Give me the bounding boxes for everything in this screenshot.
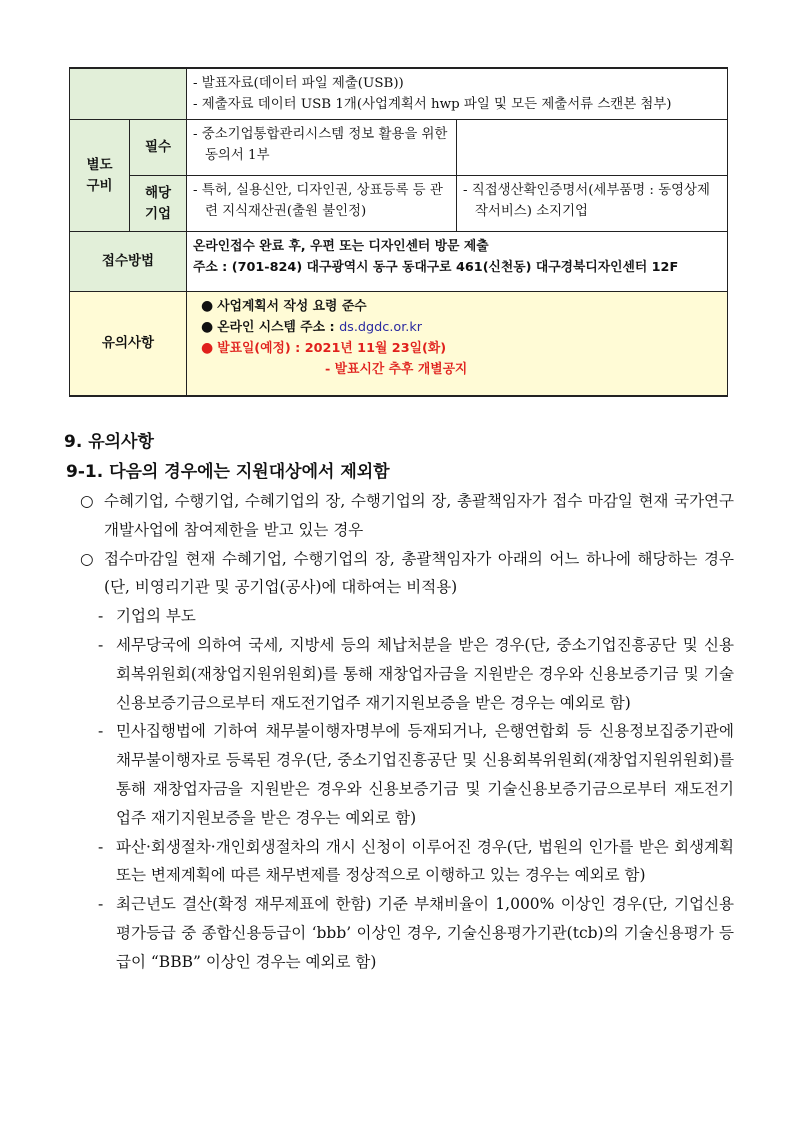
dash-bullet: - xyxy=(98,837,104,856)
list-item: - 민사집행법에 기하여 채무불이행자명부에 등재되거나, 은행연합회 등 신용정보집중기관에 채무불이행자로 등록된 경우(단, 중소기업진흥공단 및 신용회복위원회(재창업지원위원회)를 통해 재창업자금을 지원받은 경우와 신용보증기금 및 기술신용보증기금으로부터 재도전기업주 재기지원보증을 받은 경우는 예외로 함) xyxy=(64,717,734,832)
list-item: - 최근년도 결산(확정 재무제표에 한함) 기준 부채비율이 1,000% 이상인 경우(단, 기업신용평가등급 중 종합신용등급이 ‘bbb’ 이상인 경우, 기술신용평가기관(tcb)의 기술신용평가 등급이 “BBB” 이상인 경우는 예외로 함) xyxy=(64,890,734,976)
circle-bullet-icon: ○ xyxy=(80,549,94,568)
bullet-icon: ● xyxy=(201,298,214,314)
list-item: - 발표시간 추후 개별공지 xyxy=(325,362,468,377)
list-item: ● 발표일(예정) : 2021년 11월 23일(화) xyxy=(201,340,447,356)
list-item: ● 사업계획서 작성 요령 준수 xyxy=(201,298,367,314)
required-text: - 중소기업통합관리시스템 정보 활용을 위한 동의서 1부 xyxy=(187,120,457,176)
applicable-label: 해당 기업 xyxy=(130,176,187,232)
submission-materials-cell xyxy=(187,68,728,120)
bullet-icon: ● xyxy=(201,340,214,356)
applicable-right-text: - 직접생산확인증명서(세부품명 : 동영상제작서비스) 소지기업 xyxy=(457,176,728,232)
table-row xyxy=(70,120,728,176)
dash-bullet: - xyxy=(98,895,104,914)
table-row xyxy=(70,176,728,232)
applicable-left-text: - 특허, 실용신안, 디자인권, 상표등록 등 관련 지식재산권(출원 불인정) xyxy=(187,176,457,232)
circle-bullet-icon: ○ xyxy=(80,492,94,510)
list-item: ● 온라인 시스템 주소 : ds.dgdc.or.kr xyxy=(201,319,423,335)
system-url-link[interactable]: ds.dgdc.or.kr xyxy=(339,320,423,335)
list-item: - 세무당국에 의하여 국세, 지방세 등의 체납처분을 받은 경우(단, 중소기업진흥공단 및 신용회복위원회(재창업지원위원회)를 통해 재창업자금을 지원받은 경우와 신용보증기금 및 기술신용보증기금으로부터 재도전기업주 재기지원보증을 받은 경우는 예외로 함) xyxy=(64,631,734,717)
list-item: - 제출자료 데이터 USB 1개(사업계획서 hwp 파일 및 모든 제출서류 스캔본 첨부) xyxy=(193,97,672,112)
dash-bullet: - xyxy=(98,722,104,741)
list-item: - 발표자료(데이터 파일 제출(USB)) xyxy=(193,76,404,91)
dash-bullet: - xyxy=(98,607,104,626)
row-label-empty xyxy=(70,68,187,120)
notes-text xyxy=(187,292,728,396)
separate-docs-label: 별도 구비 xyxy=(70,120,130,232)
submission-method-label: 접수방법 xyxy=(70,232,187,292)
list-item: ○ 수혜기업, 수행기업, 수혜기업의 장, 수행기업의 장, 총괄책임자가 접수 마감일 현재 국가연구개발사업에 참여제한을 받고 있는 경우 xyxy=(64,487,734,545)
table-row xyxy=(70,292,728,396)
table-row xyxy=(70,232,728,292)
table-row xyxy=(70,68,728,120)
list-item: - 기업의 부도 xyxy=(64,602,734,631)
list-item: - 파산·회생절차·개인회생절차의 개시 신청이 이루어진 경우(단, 법원의 인가를 받은 회생계획 또는 변제계획에 따른 채무변제를 정상적으로 이행하고 있는 경우는 예외로 함) xyxy=(64,833,734,891)
list-item: ○ 접수마감일 현재 수혜기업, 수행기업의 장, 총괄책임자가 아래의 어느 하나에 해당하는 경우(단, 비영리기관 및 공기업(공사)에 대하여는 비적용) xyxy=(64,545,734,603)
required-label: 필수 xyxy=(130,120,187,176)
subsection-title: 9-1. 다음의 경우에는 지원대상에서 제외함 xyxy=(66,462,390,482)
dash-bullet: - xyxy=(98,635,104,654)
info-table xyxy=(69,67,728,397)
notes-label: 유의사항 xyxy=(70,292,187,396)
bullet-icon: ● xyxy=(201,319,214,335)
submission-method-text: 온라인접수 완료 후, 우편 또는 디자인센터 방문 제출 주소 : (701-824) 대구광역시 동구 동대구로 461(신천동) 대구경북디자인센터 12F xyxy=(187,232,728,292)
section-title: 9. 유의사항 xyxy=(64,432,154,452)
notes-section xyxy=(64,427,734,977)
required-empty-cell xyxy=(457,120,728,176)
